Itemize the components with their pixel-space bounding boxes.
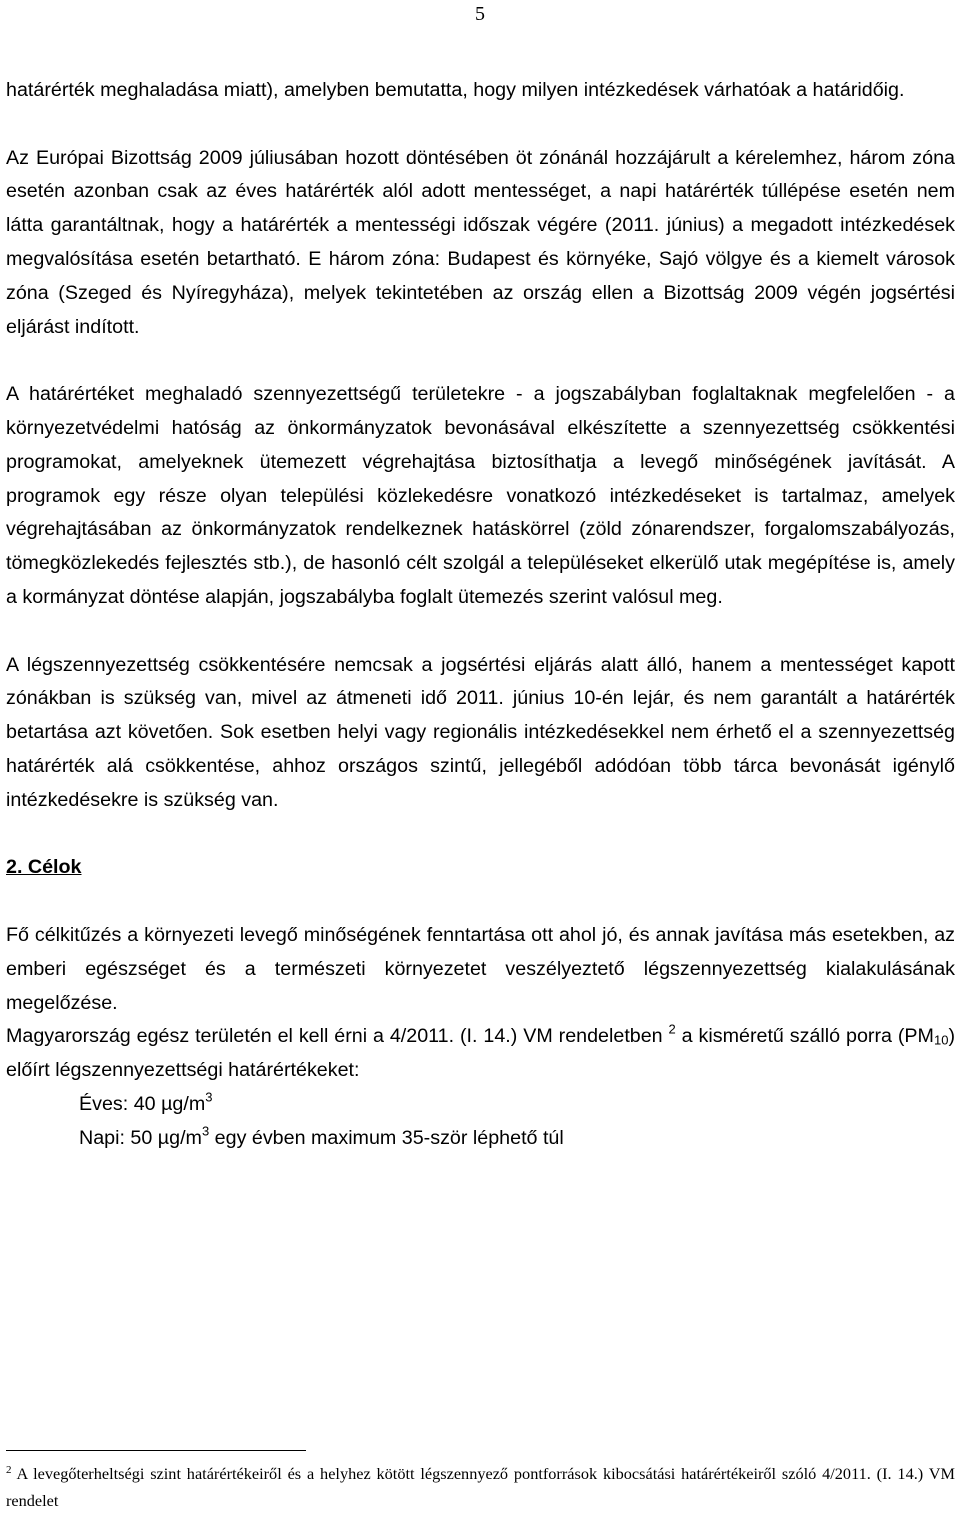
annual-limit [6, 1088, 955, 1122]
requirement-text-2: a kisméretű szálló porra (PM [675, 1025, 934, 1048]
section-heading: 2. Célok [6, 856, 82, 879]
footnote-reference[interactable]: 2 [668, 1021, 676, 1037]
footnote-number: 2 [6, 1463, 12, 1476]
daily-limit [6, 1122, 955, 1156]
annual-limit-exponent: 3 [205, 1089, 213, 1105]
page-number: 5 [475, 3, 485, 25]
goal-paragraph: Fő célkitűzés a környezeti levegő minőségének fenntartása ott ahol jó, és annak javítása más esetekben, az emberi egészséget és a természeti környezetet veszélyeztető légszennyezettség kialakulásának megelőzése. [6, 923, 955, 1014]
pm-subscript: 10 [933, 1032, 949, 1048]
footnote-text: A levegőterheltségi szint határértékeiről és a helyhez kötött légszennyező pontforrások kibocsátási határértékeiről szóló 4/2011. (I. 14.) VM rendelet [6, 1464, 955, 1510]
footnote-separator [6, 1450, 306, 1451]
daily-limit-label: Napi: 50 µg/m [79, 1126, 202, 1149]
requirement-text-3: ) előírt légszennyezettségi határértékeket: [6, 1025, 955, 1082]
daily-limit-exponent: 3 [201, 1123, 210, 1139]
document-body [6, 74, 955, 1156]
paragraph-4: A légszennyezettség csökkentésére nemcsak a jogsértési eljárás alatt álló, hanem a mentességet kapott zónákban is szükség van, mivel az átmeneti idő 2011. június 10-én lejár, és nem garantált a határérték betartása azt követően. Sok esetben helyi vagy regionális intézkedésekkel nem érhető el a szennyezettség határérték alá csökkentése, ahhoz országos szintű, jellegéből adódóan több tárca bevonását igénylő intézkedésekre is szükség van. [6, 653, 955, 811]
requirement-paragraph [6, 1020, 955, 1088]
paragraph-1: határérték meghaladása miatt), amelyben bemutatta, hogy milyen intézkedések várhatóak a határidőig. [6, 79, 905, 101]
paragraph-3: A határértéket meghaladó szennyezettségű területekre - a jogszabályban foglaltaknak megfelelően - a környezetvédelmi hatóság az önkormányzatok bevonásával elkészítette a szennyezettség csökkentési programokat, amelyeknek ütemezett végrehajtása biztosíthatja a levegő minőségének javítását. A programok egy része olyan települési közlekedésre vonatkozó intézkedéseket is tartalmaz, amelyek végrehajtásában az önkormányzatok rendelkeznek hatáskörrel (zöld zónarendszer, forgalomszabályozás, tömegközlekedés fejlesztés stb.), de hasonló célt szolgál a településeket elkerülő utak megépítése is, amely a kormányzat döntése alapján, jogszabályba foglalt ütemezés szerint valósul meg. [6, 383, 955, 608]
daily-limit-rest: egy évben maximum 35-ször léphető túl [209, 1126, 564, 1149]
paragraph-2: Az Európai Bizottság 2009 júliusában hozott döntésében öt zónánál hozzájárult a kérelemhez, három zóna esetén azonban csak az éves határérték alól adott mentességet, a napi határérték túllépése esetén nem látta garantáltnak, hogy a határérték a mentességi időszak végére (2011. június) a megadott intézkedések megvalósítása esetén betartható. E három zóna: Budapest és környéke, Sajó völgye és a kiemelt városok zóna (Szeged és Nyíregyháza), melyek tekintetében az ország ellen a Bizottság 2009 végén jogsértési eljárást indított. [6, 146, 955, 338]
requirement-text-1: Magyarország egész területén el kell érni a 4/2011. (I. 14.) VM rendeletben [6, 1025, 663, 1048]
footnote [6, 1460, 955, 1514]
annual-limit-label: Éves: 40 µg/m [79, 1092, 206, 1115]
